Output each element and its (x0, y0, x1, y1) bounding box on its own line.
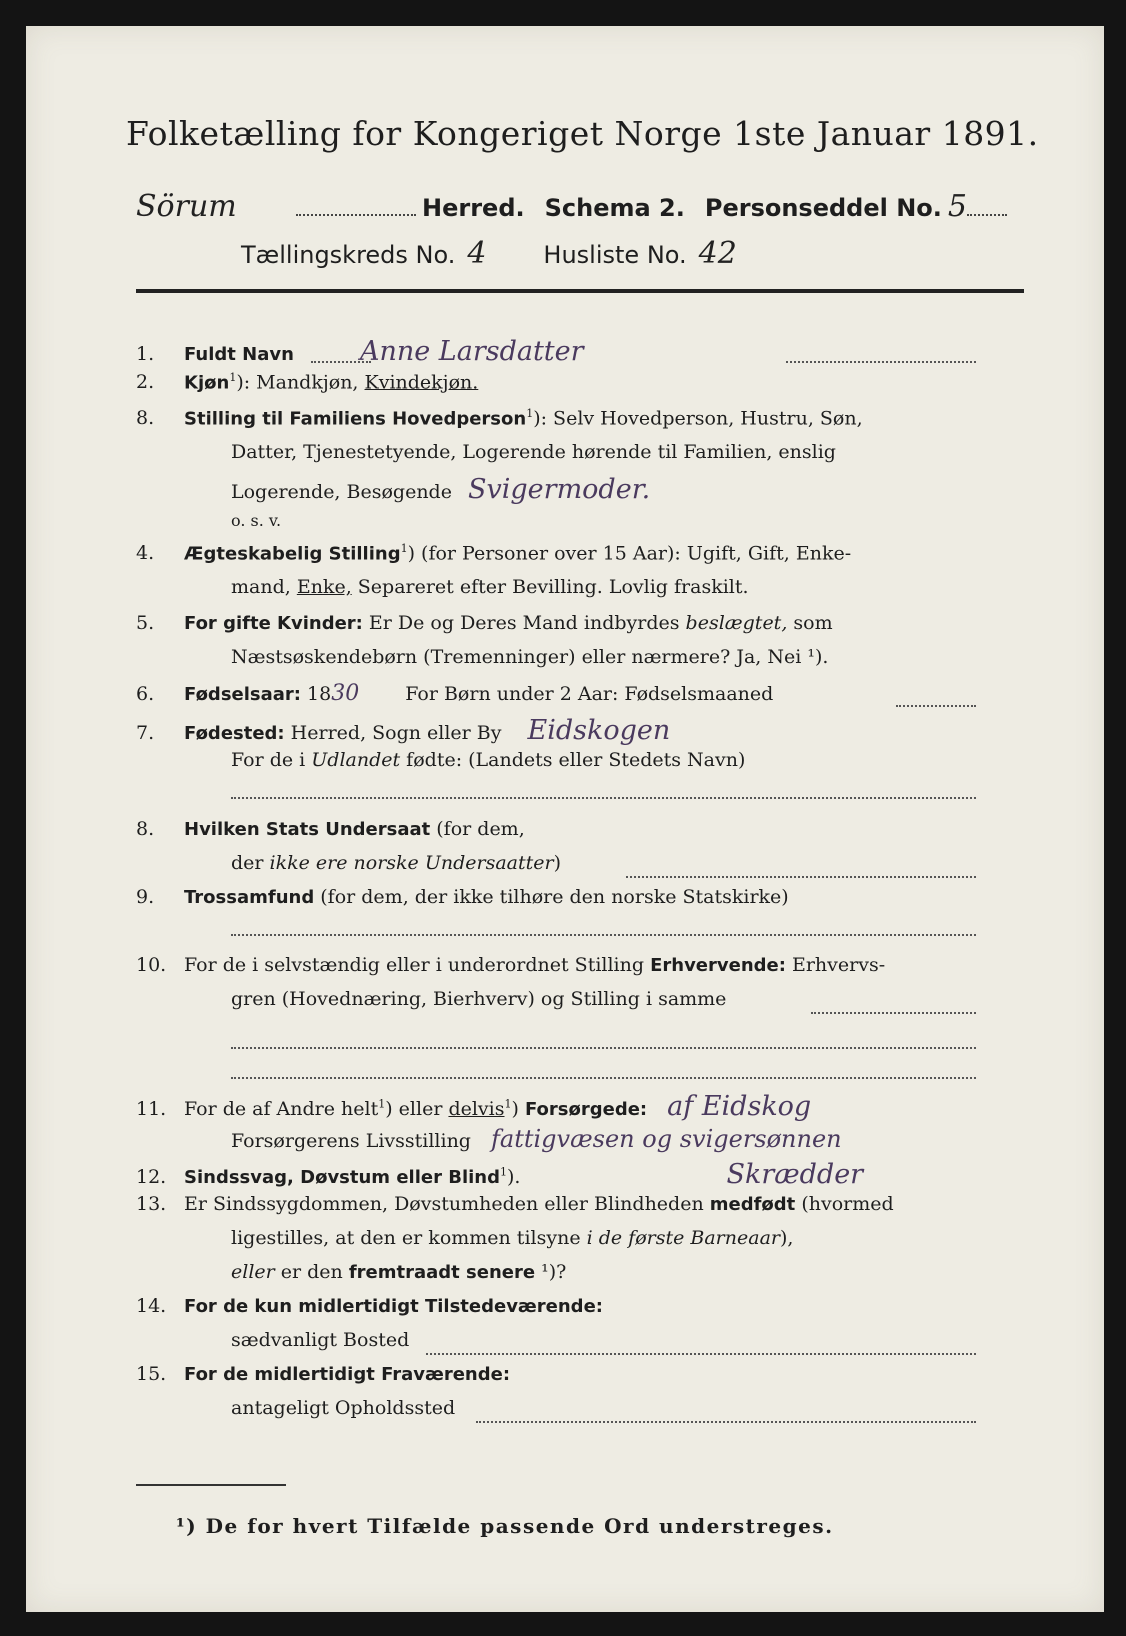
question-7: 7. Fødested: Herred, Sogn eller By Eidskogen (136, 715, 671, 746)
question-4: 4. Ægteskabelig Stilling$^1$) (for Personer over 15 Aar): Ugift, Gift, Enke- (136, 542, 852, 565)
header-line-2 (241, 236, 941, 271)
husliste-label: Husliste No. (543, 241, 687, 269)
census-form: Folketælling for Kongeriget Norge 1ste Januar 1891. Sörum Herred. Schema 2. Personseddel No. 5 Tællingskreds No. 4 Husliste No. 42 1. Fuldt Navn Anne Larsdatter 2. Kjøn$^1$): Mandkjøn, Kvindekjøn. 8. Stilling til Familiens Hovedperson$^1$): Selv Hovedperson, Hustru, Søn, Datter, Tjenestetyende, Logerende hørende til Familien, enslig Logerende, Besøgende Svigermoder. o. s. v. 4. Ægteskabelig Stilling$^1$) (for Personer over 15 Aar): Ugift, Gift, Enke- mand, Enke, Separeret efter Bevilling. Lovlig fraskilt. 5. For gifte Kvinder: Er De og Deres Mand indbyrdes beslægtet, som Næstsøskendebørn (Tremenninger) eller nærmere? Ja, Nei ¹). 6. Fødselsaar: 1830 For Børn under 2 Aar: Fødselsmaaned 7. Fødested: Herred, Sogn eller By Eidskogen For de i Udlandet fødte: (Landets eller Stedets Navn) 8. Hvilken Stats Undersaat (for dem, der ikke ere norske Undersaatter) 9. Trossamfund (for dem, der ikke tilhøre den norske Statskirke) 10. For de i selvstændig eller i underordnet Stilling Erhvervende: Erhvervs- gren (Hovednæring, Bierhverv) og Stilling i samme 11. For de af Andre helt$^1$) eller delvis$^1$) Forsørgede: af Eidskog Forsørgerens Livsstilling fattigvæsen og svigersønnen 12. Sindssvag, Døvstum eller Blind$^1$). Skrædder 13. Er Sindssygdommen, Døvstumheden eller Blindheden medfødt (hvormed ligestilles, at den er kommen tilsyne i de første Barneaar), eller er den fremtraadt senere ¹)? 14. For de kun midlertidigt Tilstedeværende: sædvanligt Bosted 15. For de midlertidigt Fraværende: antageligt Opholdssted ¹) De for hvert Tilfælde passende Ord understreges. (26, 26, 1104, 1612)
question-3-line3: Logerende, Besøgende Svigermoder. (231, 474, 651, 505)
personseddel-label: Personseddel No. (704, 194, 942, 222)
question-1: 1. Fuldt Navn Anne Larsdatter (136, 336, 584, 367)
relation-value: Svigermoder. (468, 474, 651, 505)
provider-occupation-value: fattigvæsen og svigersønnen (491, 1125, 842, 1153)
question-15: 15. For de midlertidigt Fraværende: (136, 1363, 511, 1385)
question-5: 5. For gifte Kvinder: Er De og Deres Mand indbyrdes beslægtet, som (136, 612, 833, 634)
question-6: 6. Fødselsaar: 1830 For Børn under 2 Aar: Fødselsmaaned (136, 681, 774, 706)
kreds-value: 4 (467, 236, 487, 271)
footnote-rule (136, 1484, 286, 1486)
header-line-1 (136, 189, 1026, 224)
kreds-label: Tællingskreds No. (241, 241, 456, 269)
husliste-value: 42 (698, 236, 737, 271)
herred-label: Herred. (422, 194, 525, 222)
birth-year-value: 30 (331, 681, 360, 706)
question-3: 8. Stilling til Familiens Hovedperson$^1$): Selv Hovedperson, Hustru, Søn, (136, 407, 863, 430)
footnote: ¹) De for hvert Tilfælde passende Ord understreges. (176, 1514, 834, 1538)
question-10: 10. For de i selvstændig eller i underordnet Stilling Erhvervende: Erhvervs- (136, 954, 886, 976)
question-9: 9. Trossamfund (for dem, der ikke tilhøre den norske Statskirke) (136, 886, 789, 908)
question-2: 2. Kjøn$^1$): Mandkjøn, Kvindekjøn. (136, 371, 479, 394)
personseddel-value: 5 (947, 189, 967, 224)
question-12: 12. Sindssvag, Døvstum eller Blind$^1$). Skrædder (136, 1159, 864, 1190)
provider-trade-value: Skrædder (726, 1159, 864, 1190)
herred-value: Sörum (136, 189, 237, 224)
supported-by-value: af Eidskog (667, 1091, 812, 1122)
name-value: Anne Larsdatter (359, 336, 584, 367)
schema-label: Schema 2. (544, 194, 685, 222)
birthplace-value: Eidskogen (527, 715, 671, 746)
header-rule (136, 289, 1024, 293)
question-8: 8. Hvilken Stats Undersaat (for dem, (136, 818, 525, 840)
question-13: 13. Er Sindssygdommen, Døvstumheden eller Blindheden medfødt (hvormed (136, 1193, 894, 1215)
question-14: 14. For de kun midlertidigt Tilstedeværende: (136, 1295, 603, 1317)
form-title: Folketælling for Kongeriget Norge 1ste Januar 1891. (126, 114, 1039, 153)
question-11: 11. For de af Andre helt$^1$) eller delvis$^1$) Forsørgede: af Eidskog (136, 1091, 812, 1122)
